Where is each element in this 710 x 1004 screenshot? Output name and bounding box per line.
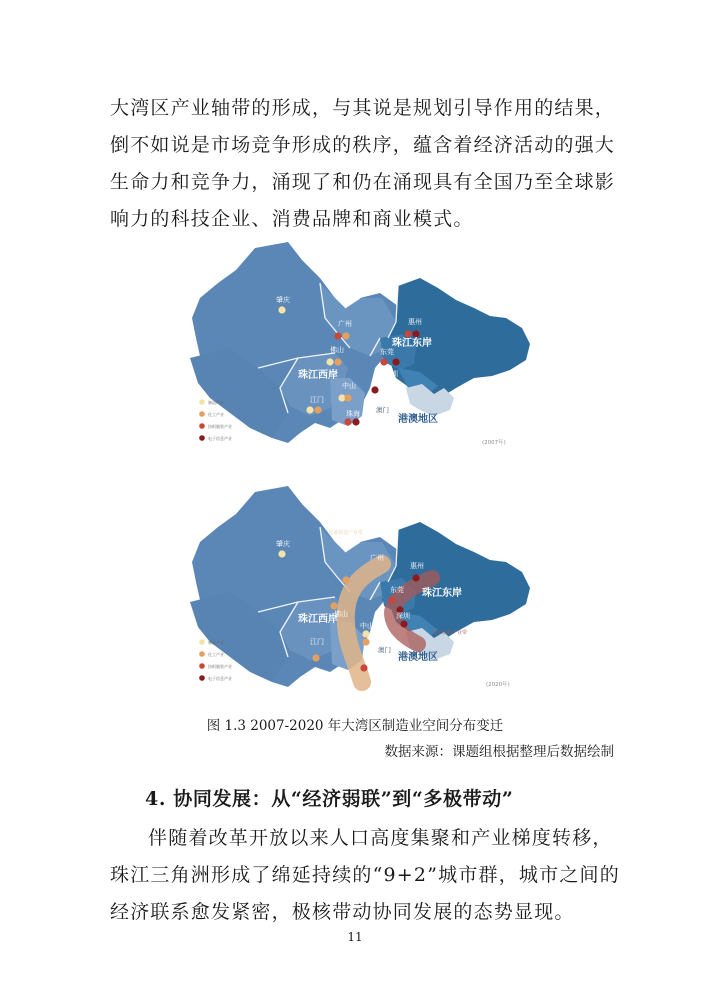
city-label: 广州 [338,320,352,328]
region-label: 珠江东岸 [392,338,432,349]
legend-label: 纺织服装产业 [208,664,232,669]
belt-label: 装备制造产业带 [328,530,364,536]
city-label: 惠州 [408,318,422,326]
year-label: (2020年) [486,682,510,688]
city-label: 深圳 [396,612,410,620]
legend-label: 电子信息产业 [208,436,232,441]
paragraph-line: 伴随着改革开放以来人口高度集聚和产业梯度转移， [148,827,613,849]
data-source: 数据来源：课题组根据整理后数据绘制 [384,744,614,760]
city-label: 深圳 [384,370,398,378]
map-2020-svg [170,482,540,708]
region-label: 珠江西岸 [298,614,338,625]
intro-paragraph [110,90,616,238]
section-heading: 4. 协同发展：从“经济弱联”到“多极带动” [145,788,514,810]
legend-label: 化工产业 [208,652,224,657]
city-label: 澳门 [378,646,391,654]
body-paragraph [110,820,620,931]
map-2007 [170,238,540,466]
region-label: 港澳地区 [398,414,438,425]
paragraph-line: 生命力和竞争力，涌现了和仍在涌现具有全国乃至全球影 [110,171,616,193]
city-label: 惠州 [410,562,424,570]
city-label: 中山 [360,622,374,630]
paragraph-line: 倒不如说是市场竞争形成的秩序，蕴含着经济活动的强大 [110,134,616,156]
city-label: 江门 [310,396,324,404]
city-label: 肇庆 [276,296,290,304]
city-label: 珠海 [346,410,360,418]
city-label: 东莞 [390,586,404,594]
paragraph-line: 经济联系愈发紧密，极核带动协同发展的态势显现。 [110,901,575,923]
region-label: 珠江东岸 [422,588,462,599]
region-label: 珠江西岸 [298,370,338,381]
city-label: 珠海 [366,654,380,662]
map-2020 [170,482,540,708]
paragraph-line: 珠江三角洲形成了绵延持续的“9+2”城市群，城市之间的 [110,864,620,886]
city-label: 佛山 [330,346,344,354]
city-label: 澳门 [376,406,389,414]
legend-label: 纺织服装产业 [208,424,232,429]
page-number: 11 [347,930,363,944]
region-label: 港澳地区 [398,652,438,663]
city-label: 东莞 [380,348,394,356]
city-label: 广州 [370,554,384,562]
legend-label: 制造产业 [208,640,224,645]
paragraph-line: 大湾区产业轴带的形成，与其说是规划引导作用的结果， [110,97,616,119]
paragraph-line: 响力的科技企业、消费品牌和商业模式。 [110,208,474,230]
legend-label: 化工产业 [208,412,224,417]
legend-label: 电子信息产业 [208,676,232,681]
city-label: 江门 [310,638,324,646]
city-label: 中山 [342,382,356,390]
city-label: 佛山 [334,610,348,618]
legend-label: 制造产业 [208,400,224,405]
city-label: 肇庆 [276,540,290,548]
map-2007-svg [170,238,540,466]
belt-label: 电子信息产业带 [432,630,468,636]
figure-caption: 图 1.3 2007-2020 年大湾区制造业空间分布变迁 [206,718,504,734]
year-label: (2007年) [482,440,506,446]
